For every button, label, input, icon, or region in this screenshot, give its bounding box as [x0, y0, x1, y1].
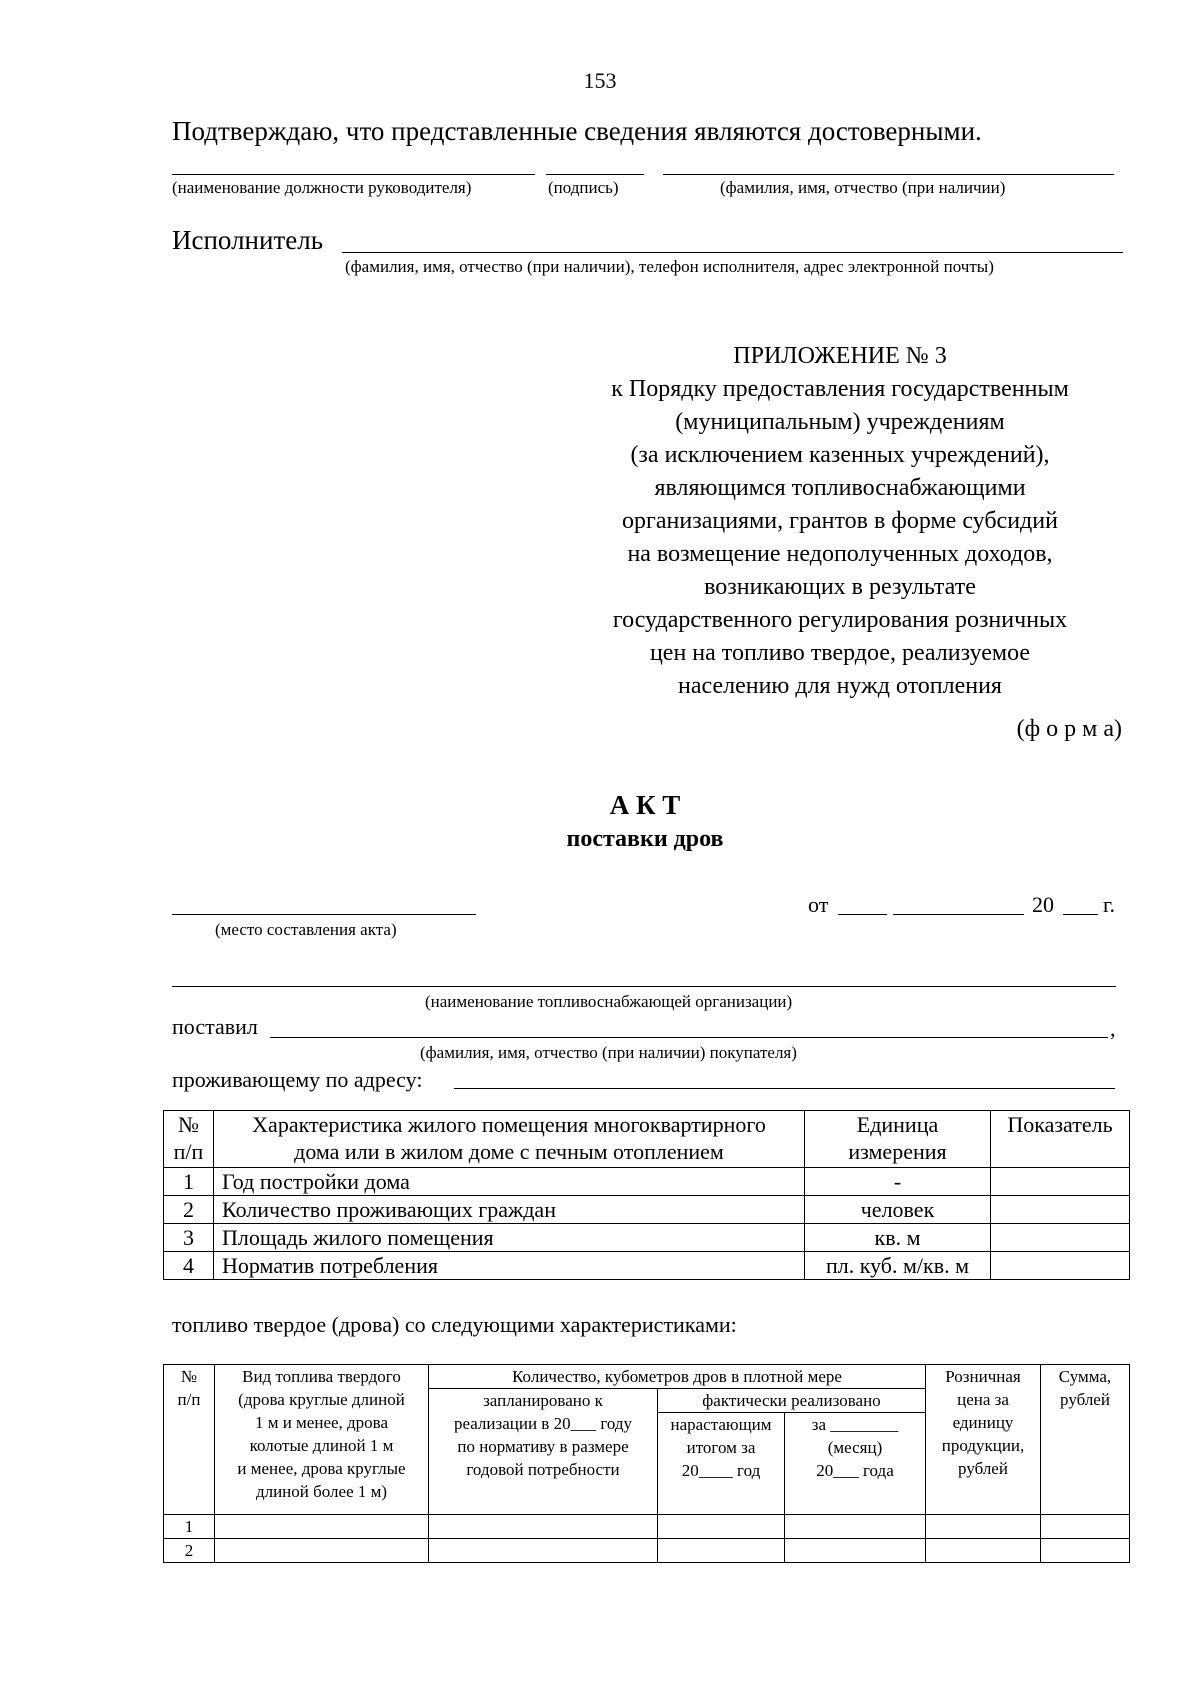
date-year-line[interactable] [1063, 914, 1098, 915]
buyer-line[interactable] [270, 1037, 1108, 1038]
row-cell[interactable] [1041, 1515, 1130, 1539]
header-quantity: Количество, кубометров дров в плотной мере [429, 1365, 926, 1389]
dwelling-table [163, 1110, 1130, 1280]
buyer-caption: (фамилия, имя, отчество (при наличии) покупателя) [420, 1043, 797, 1062]
header-fuel-line: и менее, дрова круглые [237, 1459, 406, 1478]
header-sum-line: рублей [1060, 1390, 1110, 1409]
row-num: 1 [164, 1168, 214, 1196]
header-month-line: за ________ [811, 1415, 899, 1434]
org-caption: (наименование топливоснабжающей организации) [425, 992, 793, 1011]
row-cell[interactable] [785, 1515, 926, 1539]
date-month-line[interactable] [893, 914, 1024, 915]
header-cumulative [658, 1413, 785, 1515]
address-label: проживающему по адресу: [172, 1067, 423, 1092]
row-char: Год постройки дома [214, 1168, 805, 1196]
table-header-row [164, 1111, 1130, 1168]
row-cell[interactable] [785, 1539, 926, 1563]
row-num: 3 [164, 1224, 214, 1252]
row-unit: кв. м [805, 1224, 991, 1252]
header-planned [429, 1389, 658, 1515]
header-price-line: рублей [958, 1459, 1008, 1478]
header-planned-line: годовой потребности [466, 1460, 620, 1479]
date-day-line[interactable] [838, 914, 887, 915]
delivered-comma: , [1110, 1016, 1116, 1041]
fio-line[interactable] [663, 174, 1114, 175]
header-value: Показатель [991, 1111, 1130, 1168]
address-line[interactable] [454, 1088, 1115, 1089]
row-cell[interactable] [658, 1539, 785, 1563]
date-year-prefix: 20 [1032, 892, 1054, 917]
header-fuel-line: длиной более 1 м) [255, 1482, 388, 1501]
header-sum [1041, 1365, 1130, 1515]
table-header-row [164, 1365, 1130, 1389]
header-fuel-type [215, 1365, 429, 1515]
row-value-cell[interactable] [991, 1168, 1130, 1196]
position-caption: (наименование должности руководителя) [172, 178, 472, 197]
header-price [926, 1365, 1041, 1515]
header-month-line: (месяц) [827, 1438, 883, 1457]
appendix-line: являющимся топливоснабжающими [654, 475, 1026, 501]
row-char: Площадь жилого помещения [214, 1224, 805, 1252]
row-value-cell[interactable] [991, 1196, 1130, 1224]
header-unit-line: измерения [848, 1139, 947, 1164]
header-planned-line: реализации в 20___ году [453, 1414, 633, 1433]
appendix-title: ПРИЛОЖЕНИЕ № 3 [733, 343, 947, 369]
delivered-label: поставил [172, 1014, 258, 1039]
header-fuel-line: колотые длиной 1 м [249, 1436, 394, 1455]
row-char: Норматив потребления [214, 1252, 805, 1280]
fio-caption: (фамилия, имя, отчество (при наличии) [720, 178, 1006, 197]
header-cumulative-line: итогом за [686, 1438, 756, 1457]
row-cell[interactable] [215, 1515, 429, 1539]
header-price-line: цена за [957, 1390, 1009, 1409]
row-unit: пл. куб. м/кв. м [805, 1252, 991, 1280]
row-unit: человек [805, 1196, 991, 1224]
appendix-line: возникающих в результате [704, 574, 976, 600]
header-unit-line: Единица [856, 1112, 939, 1137]
header-cumulative-line: нарастающим [670, 1415, 772, 1434]
row-cell[interactable] [658, 1515, 785, 1539]
table-row [164, 1539, 1130, 1563]
row-num: 1 [164, 1515, 215, 1539]
header-planned-line: по нормативу в размере [457, 1437, 629, 1456]
row-cell[interactable] [926, 1515, 1041, 1539]
header-actual: фактически реализовано [658, 1389, 926, 1413]
date-from-label: от [808, 892, 829, 917]
signature-line[interactable] [546, 174, 644, 175]
appendix-line: (муниципальным) учреждениям [675, 409, 1005, 435]
header-planned-line: запланировано к [483, 1391, 603, 1410]
header-fuel-line: 1 м и менее, дрова [254, 1413, 389, 1432]
table-row [164, 1224, 1130, 1252]
header-num-line: № [178, 1112, 199, 1137]
executor-line[interactable] [342, 252, 1123, 253]
header-unit [805, 1111, 991, 1168]
fuel-table [163, 1364, 1130, 1563]
header-fuel-line: Вид топлива твердого [242, 1367, 401, 1386]
header-month-line: 20___ года [816, 1461, 894, 1480]
appendix-line: цен на топливо твердое, реализуемое [649, 640, 1031, 666]
table-row [164, 1196, 1130, 1224]
date-year-suffix: г. [1103, 892, 1116, 917]
row-cell[interactable] [215, 1539, 429, 1563]
row-num: 2 [164, 1539, 215, 1563]
header-num [164, 1365, 215, 1515]
row-value-cell[interactable] [991, 1252, 1130, 1280]
appendix-line: населению для нужд отопления [678, 673, 1002, 699]
appendix-line: организациями, грантов в форме субсидий [622, 508, 1058, 534]
row-value-cell[interactable] [991, 1224, 1130, 1252]
fuel-intro: топливо твердое (дрова) со следующими характеристиками: [172, 1312, 737, 1337]
act-subtitle: поставки дров [566, 826, 724, 852]
confirm-text: Подтверждаю, что представленные сведения являются достоверными. [172, 116, 982, 146]
header-price-line: единицу [952, 1413, 1014, 1432]
org-line[interactable] [172, 986, 1116, 987]
header-sum-line: Сумма, [1058, 1367, 1112, 1386]
row-cell[interactable] [429, 1539, 658, 1563]
appendix-line: (за исключением казенных учреждений), [630, 442, 1050, 468]
header-fuel-line: (дрова круглые длиной [238, 1390, 405, 1409]
header-char-line: дома или в жилом доме с печным отоплением [294, 1139, 724, 1164]
row-num: 4 [164, 1252, 214, 1280]
header-char [214, 1111, 805, 1168]
row-cell[interactable] [926, 1539, 1041, 1563]
appendix-line: к Порядку предоставления государственным [611, 376, 1069, 402]
form-label: (ф о р м а) [1016, 716, 1122, 742]
place-caption: (место составления акта) [215, 920, 397, 939]
appendix-line: на возмещение недополученных доходов, [627, 541, 1053, 567]
row-num: 2 [164, 1196, 214, 1224]
header-cumulative-line: 20____ год [681, 1461, 761, 1480]
header-num-line: № [180, 1367, 198, 1386]
row-cell[interactable] [1041, 1539, 1130, 1563]
table-row [164, 1515, 1130, 1539]
signature-caption: (подпись) [548, 178, 619, 197]
header-num-line: п/п [177, 1390, 201, 1409]
header-num-line: п/п [173, 1139, 204, 1164]
position-line[interactable] [172, 174, 535, 175]
appendix-line: государственного регулирования розничных [612, 607, 1068, 633]
table-row [164, 1168, 1130, 1196]
table-row [164, 1252, 1130, 1280]
row-char: Количество проживающих граждан [214, 1196, 805, 1224]
executor-label: Исполнитель [172, 225, 324, 255]
header-month [785, 1413, 926, 1515]
header-price-line: продукции, [941, 1436, 1025, 1455]
row-unit: - [805, 1168, 991, 1196]
page-number: 153 [583, 68, 617, 93]
row-cell[interactable] [429, 1515, 658, 1539]
header-char-line: Характеристика жилого помещения многоквартирного [252, 1112, 766, 1137]
header-num [164, 1111, 214, 1168]
act-title: А К Т [609, 790, 681, 820]
place-line[interactable] [172, 914, 476, 915]
executor-caption: (фамилия, имя, отчество (при наличии), телефон исполнителя, адрес электронной почты) [345, 257, 994, 276]
appendix-block [560, 340, 1120, 703]
header-price-line: Розничная [945, 1367, 1021, 1386]
